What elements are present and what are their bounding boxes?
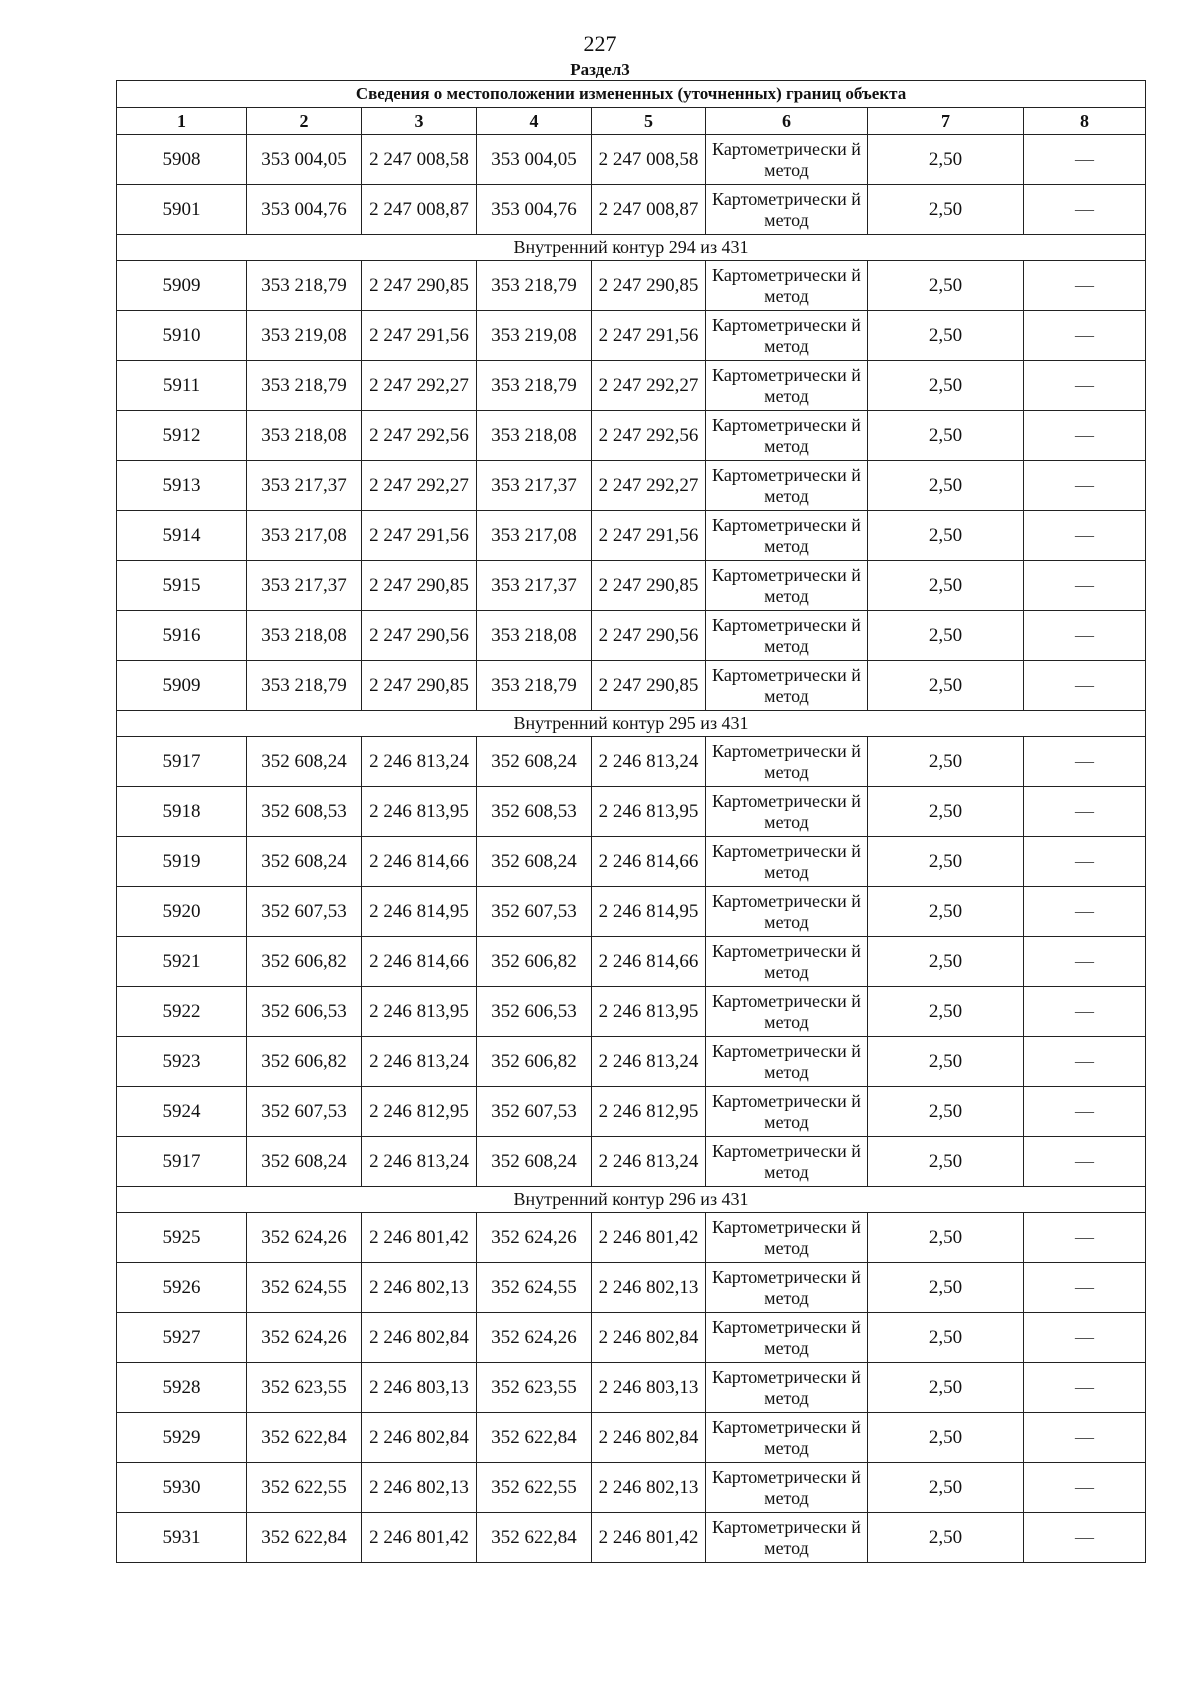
cell-y-coordinate-existing: 2 247 290,85 [362, 261, 477, 311]
cell-x-coordinate-new: 352 608,24 [477, 837, 592, 887]
table-row [117, 1213, 1146, 1263]
cell-y-coordinate-existing: 2 247 292,27 [362, 461, 477, 511]
cell-y-coordinate-new: 2 246 813,95 [592, 787, 706, 837]
cell-description: — [1024, 887, 1146, 937]
cell-precision: 2,50 [868, 411, 1024, 461]
table-row [117, 661, 1146, 711]
cell-precision: 2,50 [868, 887, 1024, 937]
cell-method: Картометрически й метод [706, 1363, 868, 1413]
cell-x-coordinate-existing: 352 607,53 [247, 887, 362, 937]
cell-y-coordinate-new: 2 247 290,85 [592, 261, 706, 311]
column-header: 5 [592, 108, 706, 135]
cell-y-coordinate-existing: 2 246 802,13 [362, 1263, 477, 1313]
cell-method: Картометрически й метод [706, 1213, 868, 1263]
cell-method: Картометрически й метод [706, 611, 868, 661]
cell-x-coordinate-existing: 352 606,82 [247, 1037, 362, 1087]
contour-row [117, 711, 1146, 737]
cell-y-coordinate-existing: 2 246 801,42 [362, 1513, 477, 1563]
cell-method: Картометрически й метод [706, 1137, 868, 1187]
cell-precision: 2,50 [868, 937, 1024, 987]
cell-method: Картометрически й метод [706, 311, 868, 361]
cell-precision: 2,50 [868, 787, 1024, 837]
cell-x-coordinate-existing: 352 622,55 [247, 1463, 362, 1513]
cell-description: — [1024, 1513, 1146, 1563]
table-row [117, 135, 1146, 185]
cell-precision: 2,50 [868, 1413, 1024, 1463]
cell-method: Картометрически й метод [706, 411, 868, 461]
cell-x-coordinate-existing: 352 608,24 [247, 837, 362, 887]
cell-y-coordinate-new: 2 246 813,95 [592, 987, 706, 1037]
cell-method: Картометрически й метод [706, 661, 868, 711]
cell-description: — [1024, 937, 1146, 987]
table-row [117, 1037, 1146, 1087]
cell-method: Картометрически й метод [706, 461, 868, 511]
cell-method: Картометрически й метод [706, 1087, 868, 1137]
cell-precision: 2,50 [868, 1363, 1024, 1413]
cell-method: Картометрически й метод [706, 135, 868, 185]
cell-method: Картометрически й метод [706, 1513, 868, 1563]
table-row [117, 1463, 1146, 1513]
table-row [117, 611, 1146, 661]
cell-x-coordinate-new: 352 622,84 [477, 1413, 592, 1463]
cell-point-number: 5910 [117, 311, 247, 361]
cell-precision: 2,50 [868, 1137, 1024, 1187]
cell-y-coordinate-new: 2 246 802,84 [592, 1313, 706, 1363]
cell-y-coordinate-existing: 2 247 290,85 [362, 561, 477, 611]
column-header: 3 [362, 108, 477, 135]
cell-method: Картометрически й метод [706, 837, 868, 887]
contour-label: Внутренний контур 295 из 431 [117, 711, 1146, 737]
cell-method: Картометрически й метод [706, 511, 868, 561]
cell-x-coordinate-new: 352 608,53 [477, 787, 592, 837]
table-row [117, 937, 1146, 987]
cell-y-coordinate-existing: 2 246 813,95 [362, 787, 477, 837]
cell-precision: 2,50 [868, 1513, 1024, 1563]
cell-precision: 2,50 [868, 461, 1024, 511]
cell-description: — [1024, 1463, 1146, 1513]
cell-precision: 2,50 [868, 185, 1024, 235]
cell-x-coordinate-new: 352 606,82 [477, 937, 592, 987]
cell-description: — [1024, 311, 1146, 361]
cell-x-coordinate-new: 353 218,79 [477, 361, 592, 411]
cell-x-coordinate-existing: 353 218,79 [247, 261, 362, 311]
cell-y-coordinate-new: 2 246 814,95 [592, 887, 706, 937]
cell-y-coordinate-existing: 2 247 292,27 [362, 361, 477, 411]
cell-description: — [1024, 511, 1146, 561]
table-row [117, 261, 1146, 311]
cell-x-coordinate-existing: 352 624,55 [247, 1263, 362, 1313]
cell-x-coordinate-existing: 352 608,24 [247, 1137, 362, 1187]
cell-method: Картометрически й метод [706, 987, 868, 1037]
cell-y-coordinate-existing: 2 246 814,95 [362, 887, 477, 937]
cell-description: — [1024, 1037, 1146, 1087]
cell-point-number: 5926 [117, 1263, 247, 1313]
table-row [117, 1413, 1146, 1463]
cell-y-coordinate-new: 2 247 292,27 [592, 461, 706, 511]
table-row [117, 361, 1146, 411]
cell-description: — [1024, 1413, 1146, 1463]
cell-y-coordinate-existing: 2 246 802,84 [362, 1313, 477, 1363]
cell-description: — [1024, 411, 1146, 461]
cell-y-coordinate-existing: 2 247 291,56 [362, 311, 477, 361]
cell-x-coordinate-new: 353 218,79 [477, 661, 592, 711]
cell-x-coordinate-new: 353 004,05 [477, 135, 592, 185]
cell-description: — [1024, 135, 1146, 185]
cell-method: Картометрически й метод [706, 1313, 868, 1363]
table-row [117, 1137, 1146, 1187]
cell-method: Картометрически й метод [706, 185, 868, 235]
table-row [117, 1513, 1146, 1563]
cell-y-coordinate-existing: 2 246 812,95 [362, 1087, 477, 1137]
cell-y-coordinate-new: 2 246 802,13 [592, 1463, 706, 1513]
cell-x-coordinate-new: 352 622,55 [477, 1463, 592, 1513]
cell-point-number: 5901 [117, 185, 247, 235]
cell-precision: 2,50 [868, 1263, 1024, 1313]
table-row [117, 1313, 1146, 1363]
cell-precision: 2,50 [868, 987, 1024, 1037]
cell-x-coordinate-new: 352 623,55 [477, 1363, 592, 1413]
cell-x-coordinate-new: 352 624,26 [477, 1313, 592, 1363]
cell-precision: 2,50 [868, 135, 1024, 185]
column-header: 7 [868, 108, 1024, 135]
table-row [117, 185, 1146, 235]
cell-y-coordinate-existing: 2 246 813,24 [362, 1037, 477, 1087]
cell-description: — [1024, 1087, 1146, 1137]
cell-x-coordinate-existing: 353 217,08 [247, 511, 362, 561]
cell-point-number: 5923 [117, 1037, 247, 1087]
table-row [117, 1087, 1146, 1137]
cell-precision: 2,50 [868, 737, 1024, 787]
cell-y-coordinate-new: 2 246 813,24 [592, 737, 706, 787]
cell-y-coordinate-new: 2 246 801,42 [592, 1213, 706, 1263]
cell-method: Картометрически й метод [706, 787, 868, 837]
cell-method: Картометрически й метод [706, 737, 868, 787]
cell-point-number: 5924 [117, 1087, 247, 1137]
cell-x-coordinate-new: 353 004,76 [477, 185, 592, 235]
cell-point-number: 5931 [117, 1513, 247, 1563]
cell-point-number: 5909 [117, 661, 247, 711]
column-header: 4 [477, 108, 592, 135]
cell-x-coordinate-existing: 352 622,84 [247, 1413, 362, 1463]
cell-precision: 2,50 [868, 1313, 1024, 1363]
page-number: 227 [583, 31, 617, 56]
cell-point-number: 5916 [117, 611, 247, 661]
cell-y-coordinate-existing: 2 246 813,95 [362, 987, 477, 1037]
cell-x-coordinate-existing: 352 608,24 [247, 737, 362, 787]
table-row [117, 411, 1146, 461]
cell-x-coordinate-existing: 352 606,82 [247, 937, 362, 987]
cell-x-coordinate-existing: 352 606,53 [247, 987, 362, 1037]
table-body [117, 135, 1146, 1563]
cell-point-number: 5929 [117, 1413, 247, 1463]
cell-method: Картометрически й метод [706, 937, 868, 987]
cell-y-coordinate-existing: 2 247 292,56 [362, 411, 477, 461]
table-row [117, 887, 1146, 937]
cell-point-number: 5919 [117, 837, 247, 887]
cell-description: — [1024, 661, 1146, 711]
cell-y-coordinate-new: 2 246 814,66 [592, 837, 706, 887]
cell-x-coordinate-existing: 352 607,53 [247, 1087, 362, 1137]
table-row [117, 561, 1146, 611]
table-row [117, 987, 1146, 1037]
cell-description: — [1024, 461, 1146, 511]
cell-precision: 2,50 [868, 661, 1024, 711]
cell-point-number: 5912 [117, 411, 247, 461]
cell-description: — [1024, 1363, 1146, 1413]
cell-y-coordinate-new: 2 247 008,58 [592, 135, 706, 185]
cell-point-number: 5918 [117, 787, 247, 837]
cell-precision: 2,50 [868, 311, 1024, 361]
cell-x-coordinate-new: 353 218,79 [477, 261, 592, 311]
cell-x-coordinate-existing: 353 218,79 [247, 661, 362, 711]
cell-y-coordinate-existing: 2 246 814,66 [362, 837, 477, 887]
table-row [117, 511, 1146, 561]
cell-description: — [1024, 185, 1146, 235]
cell-y-coordinate-new: 2 246 802,84 [592, 1413, 706, 1463]
cell-point-number: 5909 [117, 261, 247, 311]
cell-description: — [1024, 561, 1146, 611]
cell-y-coordinate-new: 2 247 008,87 [592, 185, 706, 235]
cell-y-coordinate-existing: 2 246 813,24 [362, 1137, 477, 1187]
cell-x-coordinate-new: 353 219,08 [477, 311, 592, 361]
cell-x-coordinate-new: 352 608,24 [477, 737, 592, 787]
cell-precision: 2,50 [868, 261, 1024, 311]
cell-point-number: 5908 [117, 135, 247, 185]
table-row [117, 461, 1146, 511]
table-row [117, 1263, 1146, 1313]
cell-y-coordinate-existing: 2 247 290,85 [362, 661, 477, 711]
contour-label: Внутренний контур 296 из 431 [117, 1187, 1146, 1213]
cell-point-number: 5913 [117, 461, 247, 511]
cell-method: Картометрически й метод [706, 1263, 868, 1313]
cell-y-coordinate-existing: 2 247 008,58 [362, 135, 477, 185]
cell-x-coordinate-existing: 352 608,53 [247, 787, 362, 837]
cell-y-coordinate-new: 2 246 813,24 [592, 1037, 706, 1087]
cell-y-coordinate-new: 2 246 814,66 [592, 937, 706, 987]
cell-precision: 2,50 [868, 361, 1024, 411]
cell-x-coordinate-new: 353 217,37 [477, 561, 592, 611]
cell-description: — [1024, 1137, 1146, 1187]
cell-y-coordinate-new: 2 246 802,13 [592, 1263, 706, 1313]
cell-point-number: 5930 [117, 1463, 247, 1513]
cell-method: Картометрически й метод [706, 1037, 868, 1087]
cell-point-number: 5928 [117, 1363, 247, 1413]
cell-y-coordinate-existing: 2 247 290,56 [362, 611, 477, 661]
cell-x-coordinate-new: 353 218,08 [477, 411, 592, 461]
cell-precision: 2,50 [868, 837, 1024, 887]
cell-method: Картометрически й метод [706, 361, 868, 411]
cell-precision: 2,50 [868, 1037, 1024, 1087]
cell-method: Картометрически й метод [706, 887, 868, 937]
cell-x-coordinate-existing: 353 217,37 [247, 461, 362, 511]
cell-y-coordinate-new: 2 246 812,95 [592, 1087, 706, 1137]
cell-x-coordinate-existing: 353 217,37 [247, 561, 362, 611]
cell-x-coordinate-new: 352 607,53 [477, 887, 592, 937]
cell-x-coordinate-new: 352 606,53 [477, 987, 592, 1037]
cell-x-coordinate-new: 353 218,08 [477, 611, 592, 661]
cell-x-coordinate-existing: 353 218,08 [247, 611, 362, 661]
cell-x-coordinate-new: 353 217,37 [477, 461, 592, 511]
cell-y-coordinate-existing: 2 247 291,56 [362, 511, 477, 561]
cell-description: — [1024, 361, 1146, 411]
cell-y-coordinate-new: 2 246 803,13 [592, 1363, 706, 1413]
cell-precision: 2,50 [868, 611, 1024, 661]
section-heading: Раздел3 [570, 60, 630, 79]
cell-y-coordinate-existing: 2 246 802,84 [362, 1413, 477, 1463]
cell-x-coordinate-existing: 353 218,79 [247, 361, 362, 411]
cell-x-coordinate-existing: 352 622,84 [247, 1513, 362, 1563]
cell-precision: 2,50 [868, 1463, 1024, 1513]
cell-x-coordinate-existing: 352 624,26 [247, 1313, 362, 1363]
cell-method: Картометрически й метод [706, 1413, 868, 1463]
cell-point-number: 5917 [117, 1137, 247, 1187]
cell-y-coordinate-existing: 2 247 008,87 [362, 185, 477, 235]
column-header: 2 [247, 108, 362, 135]
cell-description: — [1024, 261, 1146, 311]
column-header: 8 [1024, 108, 1146, 135]
cell-x-coordinate-new: 352 624,26 [477, 1213, 592, 1263]
table-row [117, 311, 1146, 361]
cell-x-coordinate-new: 352 608,24 [477, 1137, 592, 1187]
cell-description: — [1024, 837, 1146, 887]
cell-description: — [1024, 1213, 1146, 1263]
column-header: 1 [117, 108, 247, 135]
cell-x-coordinate-existing: 353 004,05 [247, 135, 362, 185]
cell-x-coordinate-new: 352 606,82 [477, 1037, 592, 1087]
cell-y-coordinate-new: 2 247 291,56 [592, 311, 706, 361]
cell-x-coordinate-existing: 353 004,76 [247, 185, 362, 235]
cell-y-coordinate-new: 2 246 801,42 [592, 1513, 706, 1563]
cell-point-number: 5911 [117, 361, 247, 411]
cell-point-number: 5914 [117, 511, 247, 561]
cell-description: — [1024, 1263, 1146, 1313]
cell-precision: 2,50 [868, 561, 1024, 611]
cell-x-coordinate-existing: 353 219,08 [247, 311, 362, 361]
column-header: 6 [706, 108, 868, 135]
contour-row [117, 235, 1146, 261]
table-row [117, 787, 1146, 837]
cell-precision: 2,50 [868, 1087, 1024, 1137]
cell-x-coordinate-existing: 352 624,26 [247, 1213, 362, 1263]
cell-precision: 2,50 [868, 511, 1024, 561]
cell-description: — [1024, 787, 1146, 837]
cell-y-coordinate-existing: 2 246 803,13 [362, 1363, 477, 1413]
cell-method: Картометрически й метод [706, 1463, 868, 1513]
cell-point-number: 5920 [117, 887, 247, 937]
cell-y-coordinate-new: 2 246 813,24 [592, 1137, 706, 1187]
table-title: Сведения о местоположении измененных (уточненных) границ объекта [117, 81, 1146, 108]
cell-y-coordinate-existing: 2 246 802,13 [362, 1463, 477, 1513]
cell-point-number: 5927 [117, 1313, 247, 1363]
cell-x-coordinate-new: 352 624,55 [477, 1263, 592, 1313]
cell-x-coordinate-new: 352 622,84 [477, 1513, 592, 1563]
cell-y-coordinate-new: 2 247 290,85 [592, 661, 706, 711]
cell-method: Картометрически й метод [706, 261, 868, 311]
cell-x-coordinate-existing: 352 623,55 [247, 1363, 362, 1413]
cell-y-coordinate-new: 2 247 292,56 [592, 411, 706, 461]
cell-y-coordinate-existing: 2 246 801,42 [362, 1213, 477, 1263]
cell-y-coordinate-new: 2 247 290,56 [592, 611, 706, 661]
cell-description: — [1024, 1313, 1146, 1363]
cell-y-coordinate-new: 2 247 290,85 [592, 561, 706, 611]
cell-point-number: 5917 [117, 737, 247, 787]
cell-point-number: 5922 [117, 987, 247, 1037]
cell-point-number: 5921 [117, 937, 247, 987]
coordinates-table [116, 80, 1146, 1563]
cell-x-coordinate-existing: 353 218,08 [247, 411, 362, 461]
cell-precision: 2,50 [868, 1213, 1024, 1263]
cell-x-coordinate-new: 353 217,08 [477, 511, 592, 561]
cell-description: — [1024, 737, 1146, 787]
cell-y-coordinate-existing: 2 246 814,66 [362, 937, 477, 987]
cell-point-number: 5925 [117, 1213, 247, 1263]
cell-description: — [1024, 611, 1146, 661]
cell-x-coordinate-new: 352 607,53 [477, 1087, 592, 1137]
cell-point-number: 5915 [117, 561, 247, 611]
table-row [117, 1363, 1146, 1413]
contour-label: Внутренний контур 294 из 431 [117, 235, 1146, 261]
table-row [117, 837, 1146, 887]
cell-description: — [1024, 987, 1146, 1037]
cell-y-coordinate-existing: 2 246 813,24 [362, 737, 477, 787]
cell-y-coordinate-new: 2 247 291,56 [592, 511, 706, 561]
contour-row [117, 1187, 1146, 1213]
table-row [117, 737, 1146, 787]
cell-method: Картометрически й метод [706, 561, 868, 611]
cell-y-coordinate-new: 2 247 292,27 [592, 361, 706, 411]
